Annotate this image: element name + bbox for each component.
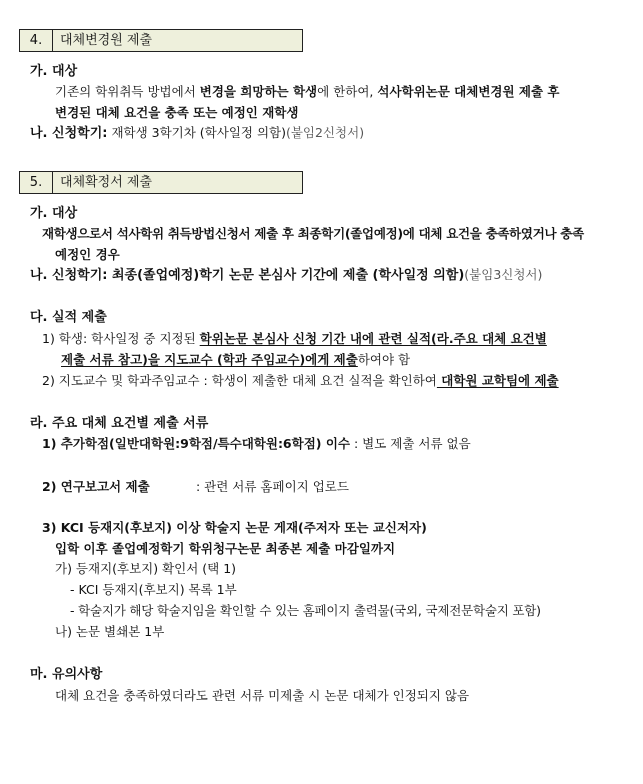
ra-sub-dash2: - 학술지가 해당 학술지임을 확인할 수 있는 홈페이지 출력물(국외, 국제전문학술지 포함) — [70, 603, 541, 618]
s5-ga-line1: 재학생으로서 석사학위 취득방법신청서 제출 후 최종학기(졸업예정)에 대체 요건을 충족하였거나 충족 — [42, 226, 584, 241]
text-run: : 별도 제출 서류 없음 — [350, 436, 471, 451]
text-run-bold: 석사학위논문 대체변경원 제출 후 — [377, 84, 560, 99]
text-run: 2) 지도교수 및 학과주임교수 : 학생이 제출한 대체 요건 실적을 확인하여 — [42, 373, 437, 388]
ra-item1 — [42, 438, 471, 451]
ra-item3-line2: 입학 이후 졸업예정학기 학위청구논문 최종본 제출 마감일까지 — [55, 541, 396, 556]
s4-ga-heading: 가. 대상 — [30, 64, 78, 79]
da-item1-line2 — [61, 354, 410, 367]
s4-na-line — [30, 127, 364, 140]
text-run: 재학생 3학기차 (학사일정 의함) — [107, 125, 286, 140]
section-4-header — [19, 29, 303, 52]
ma-text: 대체 요건을 충족하였더라도 관련 서류 미제출 시 논문 대체가 인정되지 않음 — [55, 688, 470, 703]
ra-item3-line1: 3) KCI 등재지(후보지) 이상 학술지 논문 게재(주저자 또는 교신저자) — [42, 520, 427, 535]
text-run: 에 한하여, — [317, 84, 378, 99]
section-4-number: 4. — [20, 30, 53, 51]
text-run: 하여야 함 — [357, 352, 411, 367]
ma-heading: 마. 유의사항 — [30, 667, 103, 682]
text-run-bold-underline: 학위논문 본심사 신청 기간 내에 관련 실적(라.주요 대체 요건별 — [199, 331, 547, 346]
attachment-note: (붙임3신청서) — [464, 267, 543, 282]
ra-heading: 라. 주요 대체 요건별 제출 서류 — [30, 416, 209, 431]
s4-ga-line1 — [55, 86, 559, 99]
s4-na-heading: 나. 신청학기: — [30, 126, 108, 141]
text-run-bold: 1) 추가학점(일반대학원:9학점/특수대학원:6학점) 이수 — [42, 436, 350, 451]
ra-sub-dash1: - KCI 등재지(후보지) 목록 1부 — [70, 582, 237, 597]
text-run-bold-underline: 제출 서류 참고)을 지도교수 (학과 주임교수)에게 제출 — [61, 352, 358, 367]
text-run: 기존의 학위취득 방법에서 — [55, 84, 200, 99]
text-run-bold-underline: 대학원 교학팀에 제출 — [436, 373, 559, 388]
s5-na-line — [30, 269, 542, 282]
section-5-number: 5. — [20, 172, 53, 193]
s5-na-heading: 나. 신청학기: 최종(졸업예정)학기 논문 본심사 기간에 제출 (학사일정 의함) — [30, 268, 465, 283]
da-item2 — [42, 375, 559, 388]
text-run-bold: 변경을 희망하는 학생 — [199, 84, 318, 99]
ra-item2-text: : 관련 서류 홈페이지 업로드 — [196, 479, 349, 494]
s5-ga-line2: 예정인 경우 — [55, 247, 120, 262]
section-4-title: 대체변경원 제출 — [60, 33, 153, 48]
text-run: 1) 학생: 학사일정 중 지정된 — [42, 331, 200, 346]
section-5-title: 대체확정서 제출 — [60, 175, 153, 190]
ra-sub-na: 나) 논문 별쇄본 1부 — [55, 624, 165, 639]
s5-ga-heading: 가. 대상 — [30, 206, 78, 221]
attachment-note: (붙임2신청서) — [285, 125, 365, 140]
da-heading: 다. 실적 제출 — [30, 310, 107, 325]
ra-sub-ga: 가) 등재지(후보지) 확인서 (택 1) — [55, 561, 237, 576]
s4-ga-line2: 변경된 대체 요건을 충족 또는 예정인 재학생 — [55, 105, 299, 120]
section-5-header — [19, 171, 303, 194]
ra-item2-label: 2) 연구보고서 제출 — [42, 479, 150, 494]
da-item1-line1 — [42, 333, 547, 346]
